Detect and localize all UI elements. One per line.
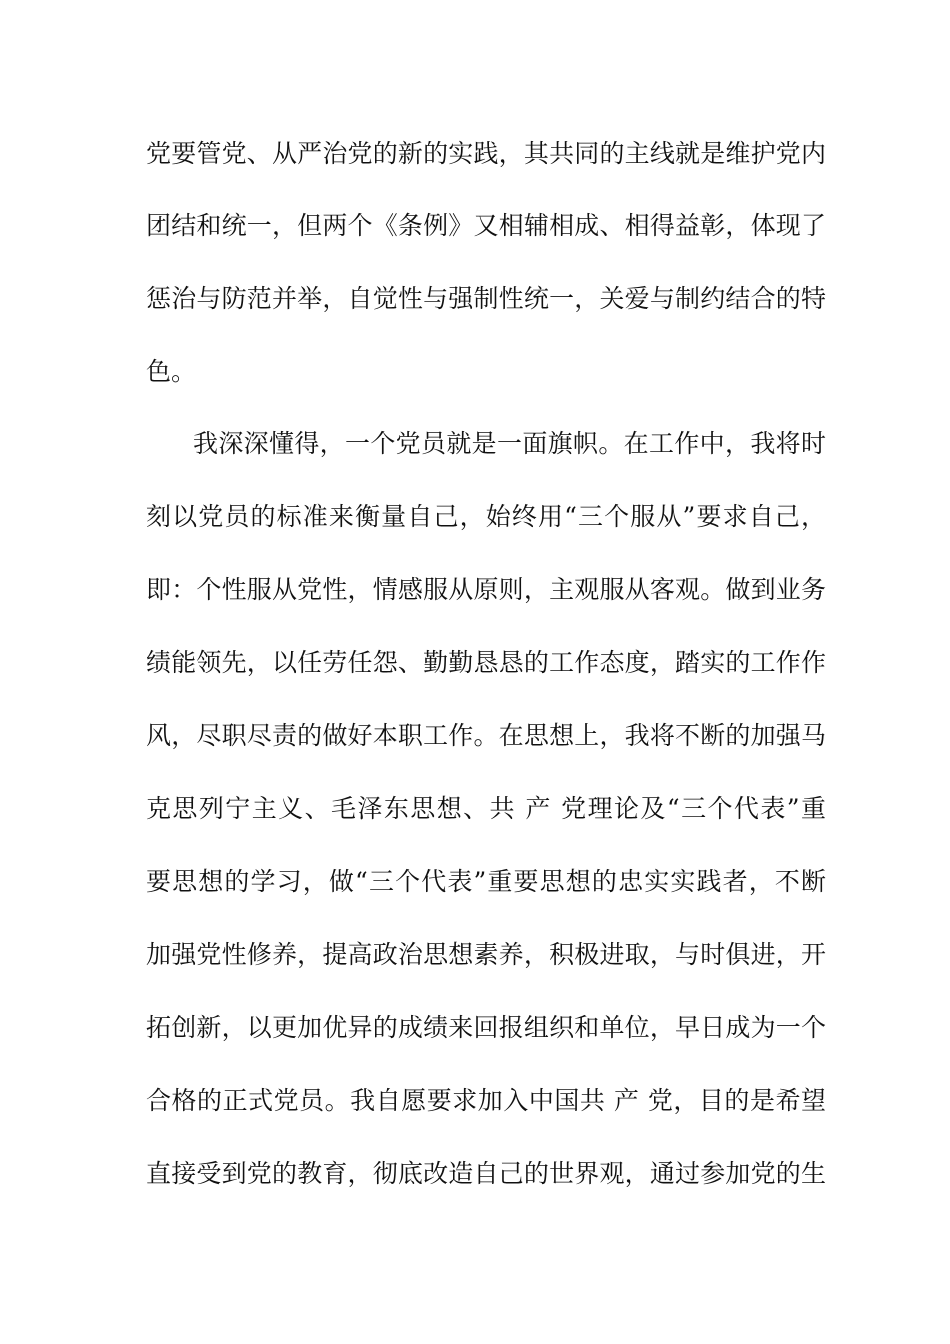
paragraph-line: 绩能领先，以任劳任怨、勤勤恳恳的工作态度，踏实的工作作 — [146, 648, 826, 677]
paragraph-line: 克思列宁主义、毛泽东思想、共 产 党理论及“三个代表”重 — [146, 794, 826, 823]
paragraph-line: 惩治与防范并举，自觉性与强制性统一，关爱与制约结合的特 — [146, 284, 826, 313]
paragraph-line: 团结和统一，但两个《条例》又相辅相成、相得益彰，体现了 — [146, 211, 826, 240]
paragraph-line: 即：个性服从党性，情感服从原则，主观服从客观。做到业务 — [146, 575, 826, 604]
paragraph-line: 刻以党员的标准来衡量自己，始终用“三个服从”要求自己， — [146, 502, 826, 531]
paragraph-line: 拓创新，以更加优异的成绩来回报组织和单位，早日成为一个 — [146, 1013, 826, 1042]
paragraph-line: 色。 — [146, 357, 197, 386]
paragraph-line: 直接受到党的教育，彻底改造自己的世界观，通过参加党的生 — [146, 1159, 826, 1188]
paragraph-line: 风，尽职尽责的做好本职工作。在思想上，我将不断的加强马 — [146, 721, 826, 750]
paragraph-line: 加强党性修养，提高政治思想素养，积极进取，与时俱进，开 — [146, 940, 826, 969]
paragraph-line: 要思想的学习，做“三个代表”重要思想的忠实实践者，不断 — [146, 867, 826, 896]
paragraph-line: 党要管党、从严治党的新的实践，其共同的主线就是维护党内 — [146, 139, 826, 168]
paragraph-line: 合格的正式党员。我自愿要求加入中国共 产 党，目的是希望 — [146, 1086, 826, 1115]
paragraph-line: 我深深懂得，一个党员就是一面旗帜。在工作中，我将时 — [193, 429, 826, 458]
